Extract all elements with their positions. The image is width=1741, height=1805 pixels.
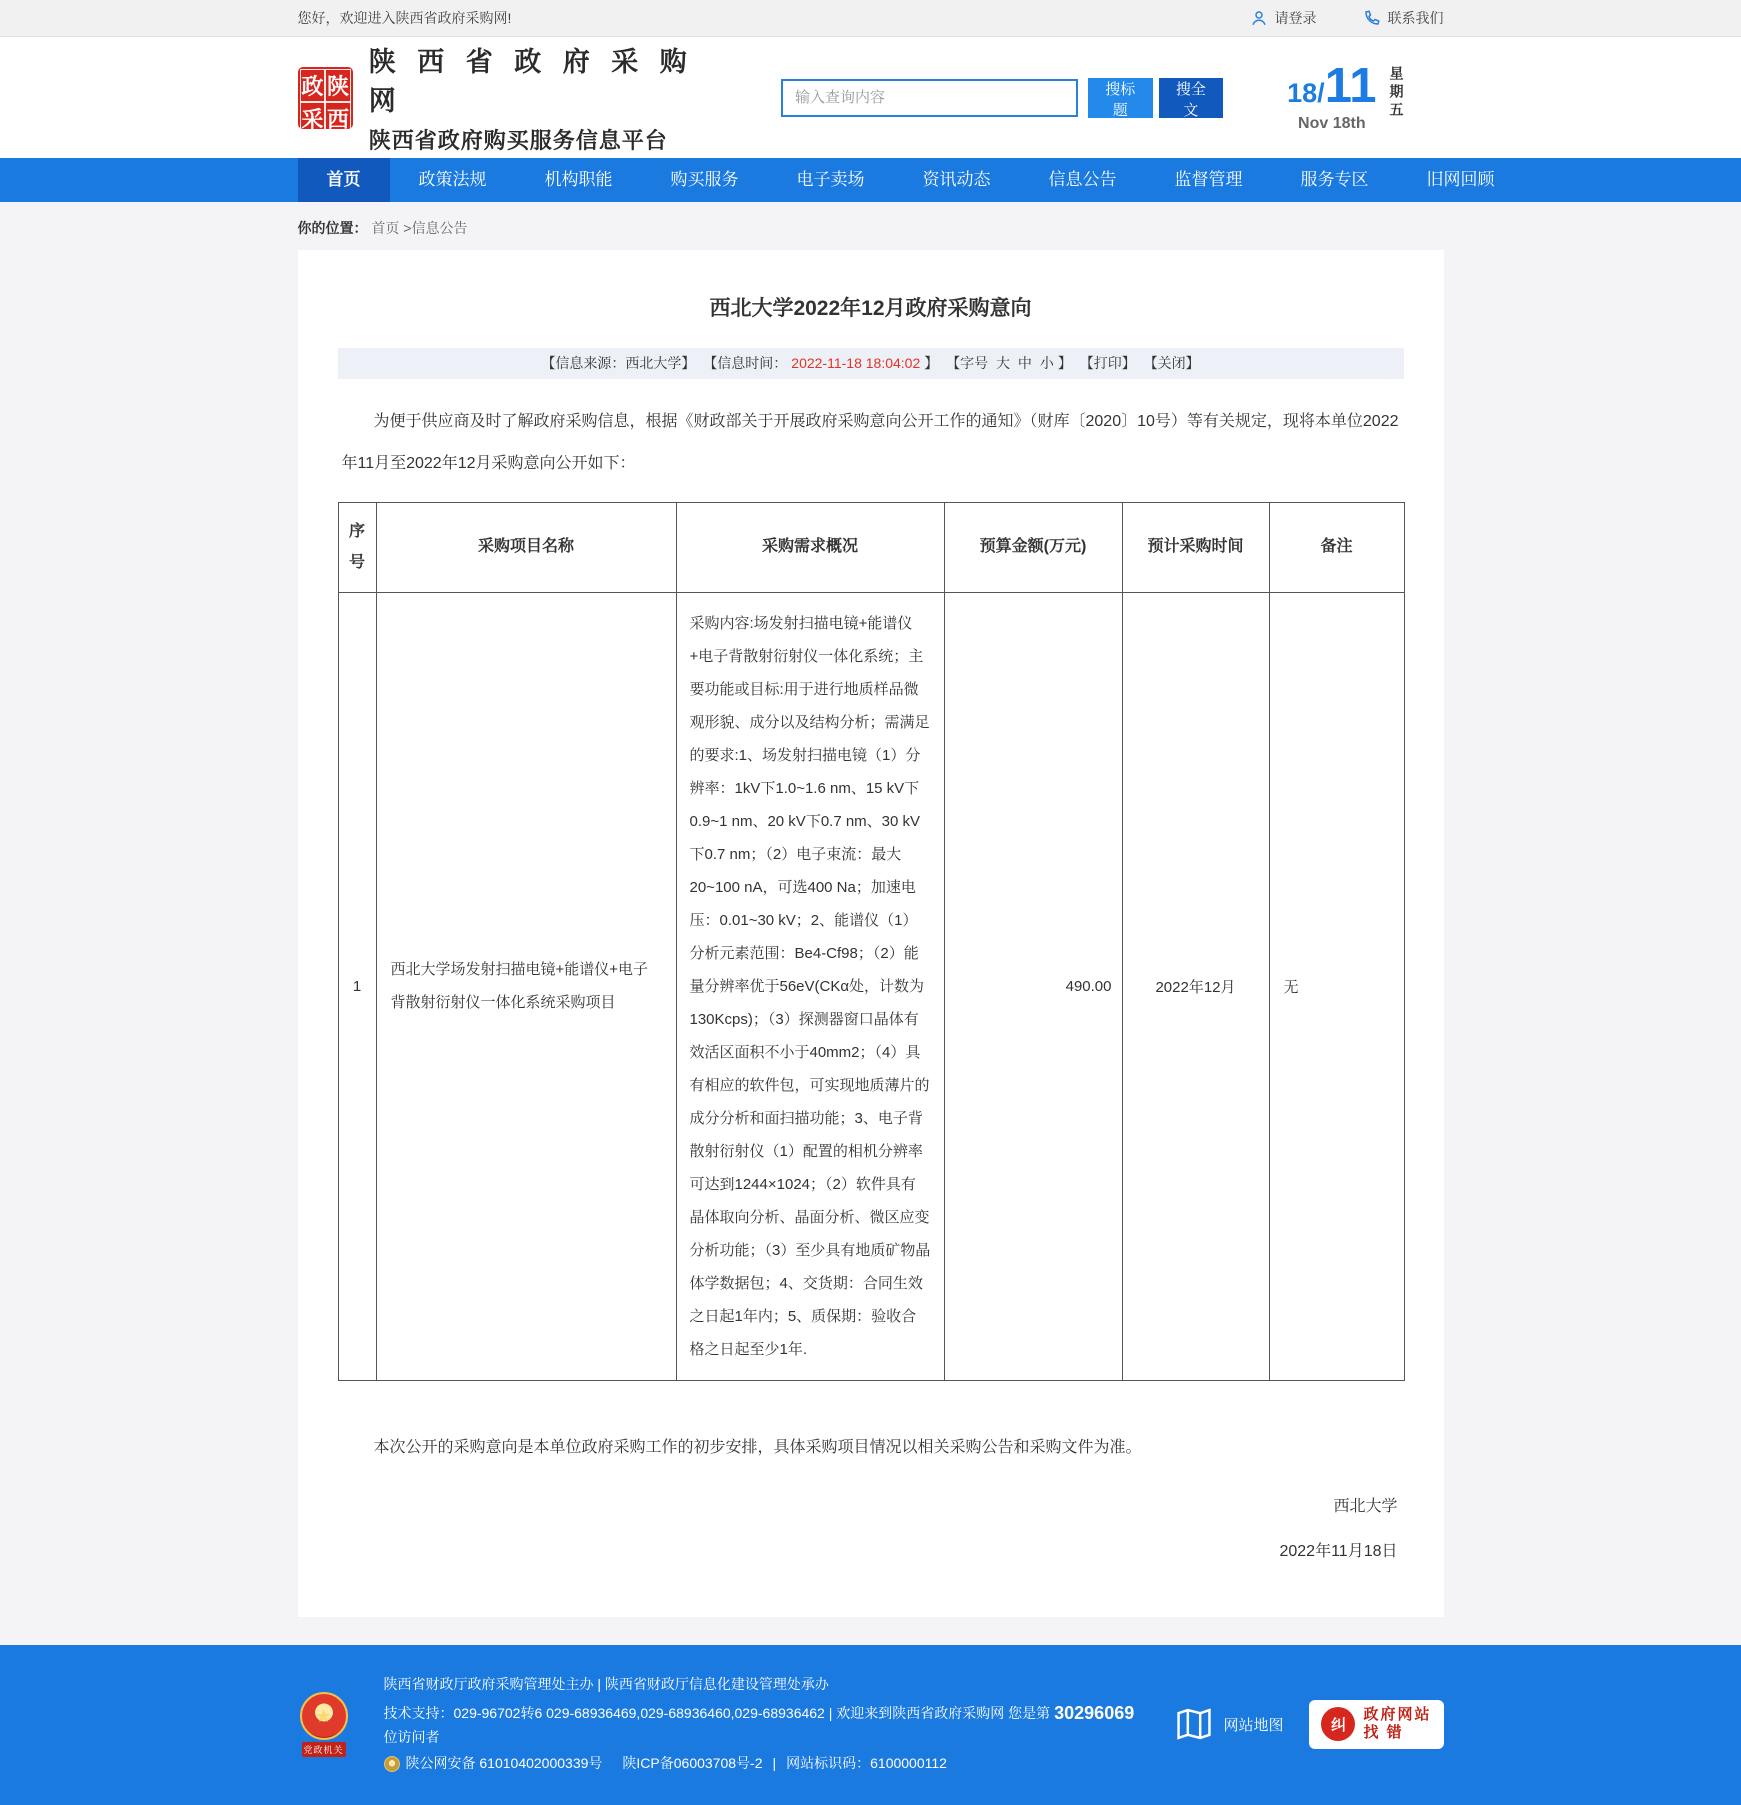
search-bar xyxy=(781,78,1223,118)
meta-time-suffix: 】 xyxy=(924,355,939,371)
error-report-line2: 找 错 xyxy=(1363,1724,1404,1742)
print-button[interactable]: 【打印】 xyxy=(1079,355,1136,371)
header-no: 序号 xyxy=(338,503,376,593)
site-code: 网站标识码：6100000112 xyxy=(786,1755,947,1772)
sitemap-link[interactable] xyxy=(1175,1707,1283,1741)
header-project-name: 采购项目名称 xyxy=(376,503,676,593)
nav-item-old-site[interactable]: 旧网回顾 xyxy=(1426,170,1495,189)
fontsize-small-button[interactable]: 小 xyxy=(1039,355,1054,371)
footer-organizer-line: 陕西省财政厅政府采购管理处主办 | 陕西省财政厅信息化建设管理处承办 xyxy=(383,1676,829,1693)
header-time: 预计采购时间 xyxy=(1122,503,1269,593)
procurement-table xyxy=(338,502,1405,1381)
user-icon xyxy=(1250,9,1268,27)
top-bar xyxy=(0,0,1741,37)
meta-time-prefix: 【信息时间： xyxy=(703,355,788,371)
date-widget xyxy=(1287,59,1443,133)
page-title: 西北大学2022年12月政府采购意向 xyxy=(709,297,1032,320)
phone-icon xyxy=(1363,9,1381,27)
signature: 西北大学 xyxy=(1333,1498,1398,1516)
logo-char: 政 xyxy=(300,69,326,102)
icp-registration-link[interactable]: 陕ICP备06003708号-2 xyxy=(622,1755,763,1772)
login-link[interactable] xyxy=(1250,8,1317,28)
site-header xyxy=(0,37,1741,158)
nav-item-home[interactable]: 首页 xyxy=(298,158,390,202)
search-title-button[interactable]: 搜标题 xyxy=(1088,78,1153,118)
date-day-prefix: 18/ xyxy=(1287,78,1325,108)
close-button[interactable]: 【关闭】 xyxy=(1143,355,1200,371)
error-report-icon: 纠 xyxy=(1321,1707,1355,1741)
footer-visitors-suffix: 位访问者 xyxy=(383,1729,440,1746)
brand-block xyxy=(369,40,699,155)
nav-item-policy[interactable]: 政策法规 xyxy=(418,170,487,189)
sitemap-map-icon xyxy=(1175,1707,1213,1741)
contact-link[interactable] xyxy=(1363,8,1444,28)
search-fulltext-button[interactable]: 搜全文 xyxy=(1159,78,1224,118)
cell-project-name: 西北大学场发射扫描电镜+能谱仪+电子背散射衍射仪一体化系统采购项目 xyxy=(376,592,676,1380)
footer-support-line xyxy=(384,1700,1142,1748)
closing-paragraph: 本次公开的采购意向是本单位政府采购工作的初步安排，具体采购项目情况以相关采购公告和采购文件为准。 xyxy=(373,1438,1142,1456)
intro-paragraph: 为便于供应商及时了解政府采购信息，根据《财政部关于开展政府采购意向公开工作的通知》（财库〔2020〕10号）等有关规定，现将本单位2022年11月至2022年12月采购意向公开如下： xyxy=(341,413,1399,472)
nav-item-e-market[interactable]: 电子卖场 xyxy=(796,170,865,189)
visitor-count: 30296069 xyxy=(1054,1703,1135,1724)
meta-source: 【信息来源：西北大学】 xyxy=(541,355,696,371)
meta-fontsize-prefix: 【字号 xyxy=(946,355,989,371)
article-meta-bar xyxy=(338,348,1404,379)
date-weekday: 星期五 xyxy=(1388,66,1405,120)
article-card xyxy=(298,250,1444,1617)
footer-registration-line xyxy=(384,1753,1142,1774)
site-footer xyxy=(0,1645,1741,1805)
login-label: 请登录 xyxy=(1274,10,1317,26)
footer-support-text: 技术支持：029-96702转6 029-68936469,029-68936460,029-68936462 | 欢迎来到陕西省政府采购网 您是第 xyxy=(383,1705,1051,1722)
meta-time-value: 2022-11-18 18:04:02 xyxy=(791,355,921,371)
nav-item-announcements[interactable]: 信息公告 xyxy=(1048,170,1117,189)
breadcrumb-label: 你的位置： xyxy=(297,220,368,236)
site-logo[interactable] xyxy=(298,67,353,133)
cell-note: 无 xyxy=(1269,592,1404,1380)
meta-fontsize-suffix: 】 xyxy=(1057,355,1072,371)
nav-item-functions[interactable]: 机构职能 xyxy=(544,170,613,189)
breadcrumb-home-link[interactable]: 首页 xyxy=(371,220,400,236)
breadcrumb-current-link[interactable]: >信息公告 xyxy=(403,220,468,236)
search-input[interactable] xyxy=(781,79,1078,117)
header-budget: 预算金额(万元) xyxy=(944,503,1122,593)
table-row xyxy=(338,592,1404,1380)
nav-item-service-zone[interactable]: 服务专区 xyxy=(1300,170,1369,189)
header-note: 备注 xyxy=(1269,503,1404,593)
nav-item-supervision[interactable]: 监督管理 xyxy=(1174,170,1243,189)
logo-char: 陕 xyxy=(325,69,351,102)
gov-badge-label: 党政机关 xyxy=(302,1742,346,1757)
fontsize-medium-button[interactable]: 中 xyxy=(1017,355,1032,371)
gov-agency-badge-icon: ★ 党政机关 xyxy=(298,1692,350,1756)
website-error-report-button[interactable] xyxy=(1309,1700,1443,1750)
nav-item-purchase-service[interactable]: 购买服务 xyxy=(670,170,739,189)
error-report-line1: 政府网站 xyxy=(1363,1705,1432,1723)
police-registration-link[interactable]: 陕公网安备 61010402000339号 xyxy=(405,1755,603,1772)
breadcrumb xyxy=(298,202,1444,250)
date-month: 11 xyxy=(1324,59,1377,113)
fontsize-large-button[interactable]: 大 xyxy=(996,355,1011,371)
date-english: Nov 18th xyxy=(1298,115,1366,132)
site-title: 陕 西 省 政 府 采 购 网 xyxy=(368,47,694,116)
cell-no: 1 xyxy=(338,592,376,1380)
header-demand: 采购需求概况 xyxy=(676,503,944,593)
police-badge-icon xyxy=(384,1756,400,1772)
sitemap-label: 网站地图 xyxy=(1223,1716,1284,1734)
footer-separator: | xyxy=(772,1755,777,1772)
contact-label: 联系我们 xyxy=(1387,10,1444,26)
logo-char: 采 xyxy=(300,102,326,135)
main-nav xyxy=(0,158,1741,202)
signature-date: 2022年11月18日 xyxy=(1279,1543,1398,1561)
cell-budget: 490.00 xyxy=(944,592,1122,1380)
logo-char: 西 xyxy=(325,102,351,135)
cell-time: 2022年12月 xyxy=(1122,592,1269,1380)
table-header-row xyxy=(338,503,1404,593)
site-subtitle: 陕西省政府购买服务信息平台 xyxy=(368,128,668,153)
welcome-text: 您好，欢迎进入陕西省政府采购网! xyxy=(297,10,512,26)
nav-item-news[interactable]: 资讯动态 xyxy=(922,170,991,189)
cell-demand: 采购内容:场发射扫描电镜+能谱仪+电子背散射衍射仪一体化系统；主要功能或目标:用于进行地质样品微观形貌、成分以及结构分析；需满足的要求:1、场发射扫描电镜（1）分辨率：1kV下1.0~1.6 nm、15 kV下0.9~1 nm、20 kV下0.7 nm、30 kV下0.7 nm；（2）电子束流：最大20~100 nA，可选400 Na；加速电压：0.01~30 kV；2、能谱仪（1）分析元素范围：Be4-Cf98；（2）能量分辨率优于56eV(CKα处，计数为130Kcps)；（3）探测器窗口晶体有效活区面积不小于40mm2；（4）具有相应的软件包，可实现地质薄片的成分分析和面扫描功能；3、电子背散射衍射仪（1）配置的相机分辨率可达到1244×1024；（2）软件具有晶体取向分析、晶面分析、微区应变分析功能；（3）至少具有地质矿物晶体学数据包；4、交货期：合同生效之日起1年内；5、质保期：验收合格之日起至少1年. xyxy=(676,592,944,1380)
